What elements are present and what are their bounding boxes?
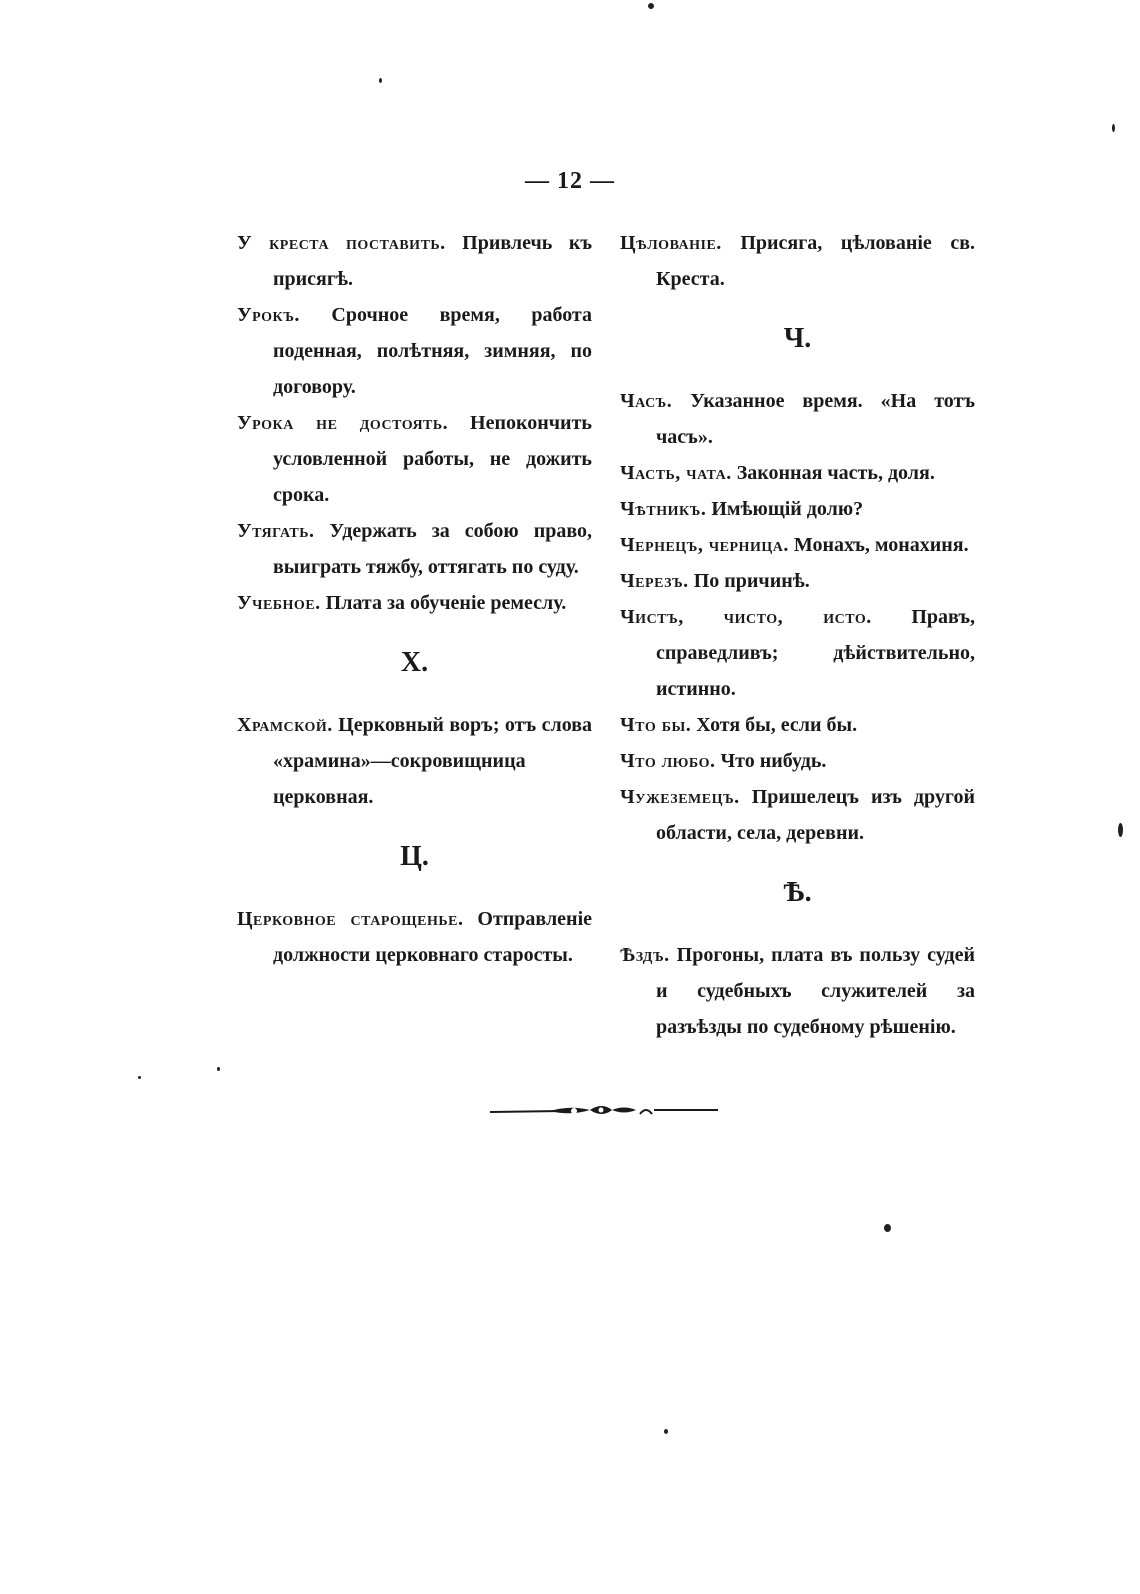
headword: У креста поставить. (237, 232, 446, 254)
headword: Церковное старощенье. (237, 908, 464, 930)
definition: Привлечь къ присягѣ. (273, 232, 592, 290)
dictionary-entry (237, 225, 592, 297)
section-letter-kha: Х. (400, 647, 429, 678)
dictionary-entry (620, 563, 975, 599)
headword: Цѣлованіе. (620, 232, 722, 254)
dictionary-entry (620, 225, 975, 297)
ink-speck (217, 1067, 220, 1071)
dictionary-entry (620, 743, 975, 779)
definition: Присяга, цѣлованіе св. Креста. (656, 232, 975, 290)
section-letter-tse: Ц. (400, 841, 429, 872)
ink-speck (884, 1224, 891, 1232)
definition: Удержать за собою право, выиграть тяжбу, оттягать по суду. (273, 520, 592, 578)
dictionary-entry (620, 527, 975, 563)
dictionary-entry (237, 405, 592, 513)
definition: Хотя бы, если бы. (691, 714, 858, 736)
dictionary-entry (620, 383, 975, 455)
dictionary-entry (237, 585, 592, 621)
definition: Правъ, справедливъ; дѣйствительно, истинно. (656, 606, 975, 700)
section-letter-yat: Ѣ. (783, 877, 812, 908)
definition: Прогоны, плата въ пользу судей и судебныхъ служителей за разъѣзды по судебному рѣшенію. (656, 944, 975, 1038)
headword: Часть, чата. (620, 462, 732, 484)
definition: Срочное время, работа поденная, полѣтняя, зимняя, по договору. (273, 304, 592, 398)
headword: Чистъ, чисто, исто. (620, 606, 872, 628)
right-column (620, 225, 975, 1045)
headword: Утягать. (237, 520, 315, 542)
headword: Урокъ. (237, 304, 300, 326)
headword: Ѣздъ. (620, 944, 670, 966)
ink-speck (138, 1076, 141, 1079)
definition: Указанное время. «На тотъ часъ». (656, 390, 975, 448)
ink-speck (379, 78, 382, 83)
headword: Часъ. (620, 390, 673, 412)
definition: Монахъ, монахиня. (788, 534, 969, 556)
ink-speck (664, 1429, 668, 1434)
dictionary-entry (620, 707, 975, 743)
ink-speck (648, 3, 654, 9)
dictionary-entry (620, 455, 975, 491)
definition: Отправленіе должности церковнаго старосты. (273, 908, 593, 966)
dictionary-entry (237, 513, 592, 585)
definition: Законная часть, доля. (731, 462, 935, 484)
dictionary-entry (620, 599, 975, 707)
headword: Учебное. (237, 592, 321, 614)
ink-speck (1118, 823, 1123, 837)
headword: Чужеземецъ. (620, 786, 740, 808)
definition: Непокончить условленной работы, не дожить срока. (273, 412, 592, 506)
dictionary-entry (620, 491, 975, 527)
definition: Плата за обученіе ремеслу. (320, 592, 567, 614)
headword: Что бы. (620, 714, 692, 736)
definition: Что нибудь. (715, 750, 827, 772)
dictionary-entry (620, 937, 975, 1045)
headword: Черезъ. (620, 570, 689, 592)
headword: Что любо. (620, 750, 716, 772)
headword: Чѣтникъ. (620, 498, 707, 520)
ink-speck (1112, 124, 1115, 132)
section-letter-che: Ч. (783, 323, 812, 354)
headword: Чернецъ, черница. (620, 534, 789, 556)
definition: Имѣющій долю? (706, 498, 864, 520)
definition: По причинѣ. (688, 570, 810, 592)
page-number: — 12 — (525, 168, 615, 194)
dictionary-entry (237, 707, 592, 815)
end-ornament-icon (490, 1096, 720, 1128)
definition: Церковный воръ; отъ слова «храмина»—сокровищница церковная. (273, 714, 592, 808)
left-column (237, 225, 592, 973)
dictionary-entry (237, 901, 592, 973)
dictionary-entry (237, 297, 592, 405)
dictionary-entry (620, 779, 975, 851)
headword: Храмской. (237, 714, 333, 736)
headword: Урока не достоять. (237, 412, 449, 434)
definition: Пришелецъ изъ другой области, села, деревни. (656, 786, 975, 844)
